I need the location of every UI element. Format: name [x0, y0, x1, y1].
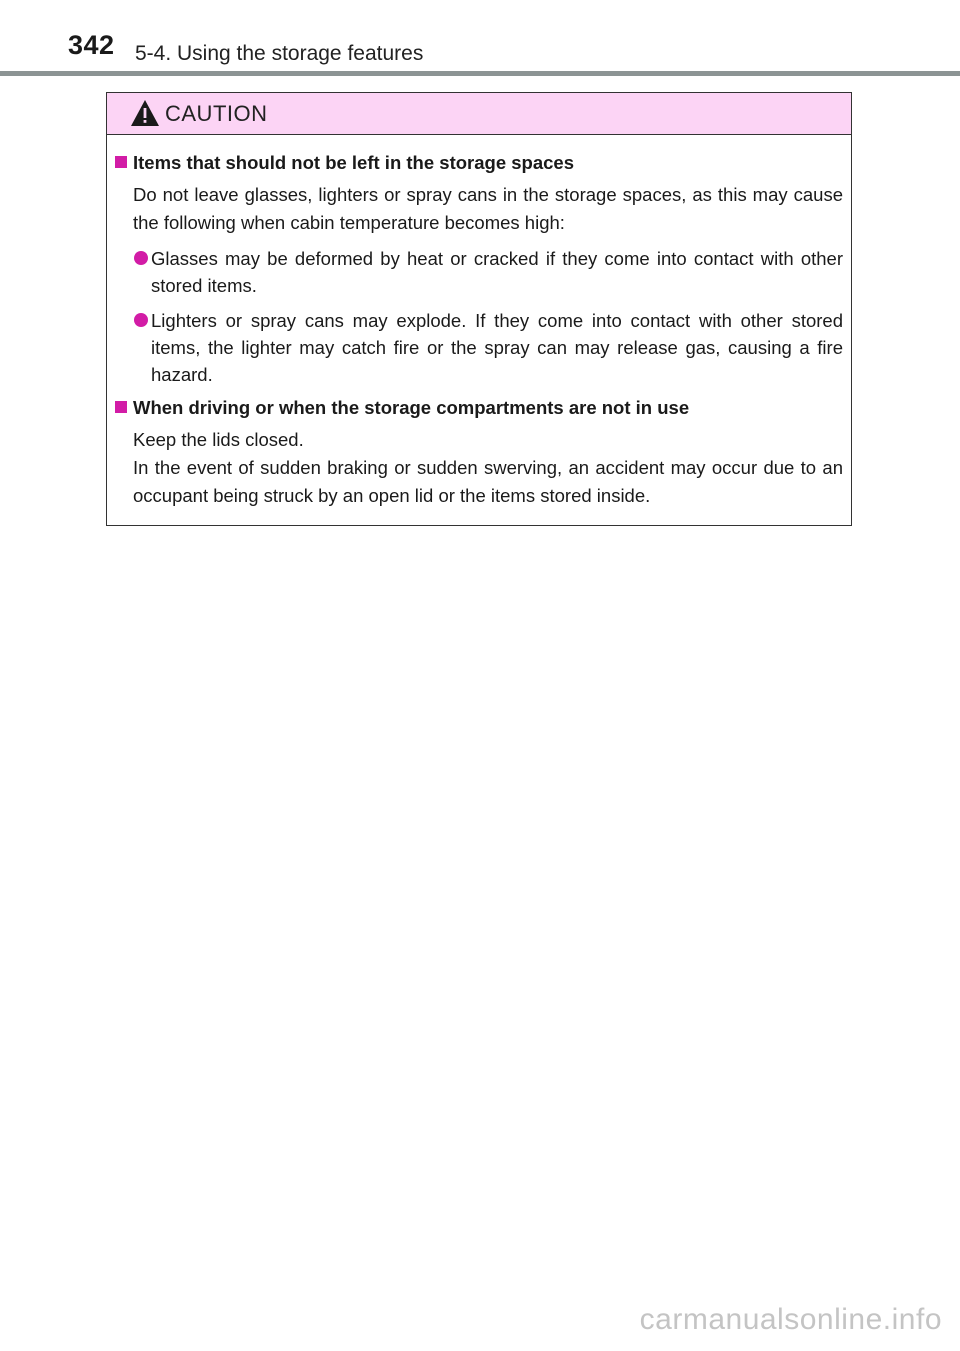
header-divider [0, 71, 960, 76]
caution-body [107, 135, 851, 510]
caution-title: CAUTION [165, 101, 268, 126]
watermark: carmanualsonline.info [639, 1303, 942, 1336]
section-heading [115, 149, 843, 177]
list-item [115, 307, 843, 388]
caution-box [106, 92, 852, 526]
square-bullet-icon [115, 156, 127, 168]
circle-bullet-icon [134, 251, 148, 265]
section-heading-text: When driving or when the storage compartments are not in use [133, 397, 690, 418]
list-item-text: Glasses may be deformed by heat or cracked if they come into contact with other stored items. [151, 248, 843, 296]
circle-bullet-icon [134, 313, 148, 327]
section-heading [115, 394, 843, 422]
page-number: 342 [68, 30, 115, 60]
page-header [0, 0, 960, 78]
section-intro: Do not leave glasses, lighters or spray cans in the storage spaces, as this may cause the following when cabin temperature becomes high: [133, 184, 843, 233]
list-item [115, 245, 843, 299]
section-heading-text: Items that should not be left in the storage spaces [133, 152, 574, 173]
square-bullet-icon [115, 401, 127, 413]
list-item-text: Lighters or spray cans may explode. If they come into contact with other stored items, the lighter may catch fire or the spray can may release gas, causing a fire hazard. [151, 310, 843, 385]
caution-header [107, 93, 851, 135]
section-line: Keep the lids closed. [133, 429, 304, 450]
section-line: In the event of sudden braking or sudden swerving, an accident may occur due to an occupant being struck by an open lid or the items stored inside. [133, 457, 843, 506]
warning-triangle-icon [129, 98, 161, 128]
section-title: 5-4. Using the storage features [135, 42, 424, 65]
